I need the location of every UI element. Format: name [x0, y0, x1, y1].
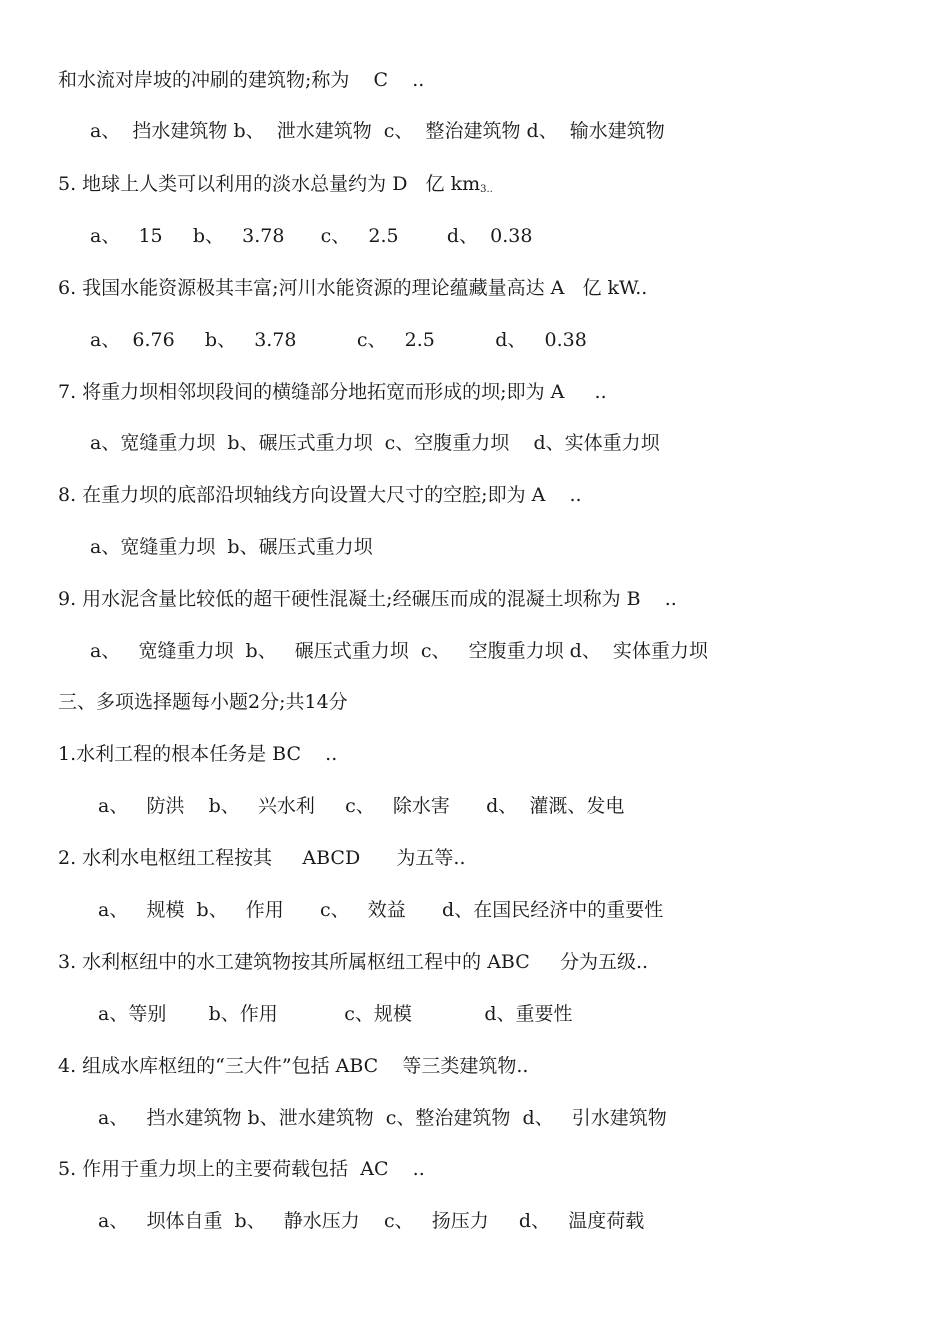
question-5-options: a、 15 b、 3.78 c、 2.5 d、 0.38 — [90, 225, 533, 247]
question-5-unit-superscript: 3.. — [480, 184, 493, 195]
multi-question-1-stem: 1.水利工程的根本任务是 BC .. — [58, 743, 338, 765]
question-8-stem: 8. 在重力坝的底部沿坝轴线方向设置大尺寸的空腔;即为 A .. — [58, 484, 582, 506]
multi-question-4-stem: 4. 组成水库枢纽的“三大件”包括 ABC 等三类建筑物.. — [58, 1055, 529, 1077]
multi-question-2-stem: 2. 水利水电枢纽工程按其 ABCD 为五等.. — [58, 847, 466, 869]
question-7-stem: 7. 将重力坝相邻坝段间的横缝部分地拓宽而形成的坝;即为 A .. — [58, 381, 607, 403]
question-5-stem — [58, 172, 493, 200]
question-6-options: a、 6.76 b、 3.78 c、 2.5 d、 0.38 — [90, 329, 587, 351]
question-9-stem: 9. 用水泥含量比较低的超干硬性混凝土;经碾压而成的混凝土坝称为 B .. — [58, 588, 677, 610]
multi-question-5-stem: 5. 作用于重力坝上的主要荷载包括 AC .. — [58, 1158, 425, 1180]
section-heading: 三、多项选择题每小题2分;共14分 — [58, 691, 348, 713]
multi-question-3-stem: 3. 水利枢纽中的水工建筑物按其所属枢纽工程中的 ABC 分为五级.. — [58, 951, 649, 973]
question-4-options: a、 挡水建筑物 b、 泄水建筑物 c、 整治建筑物 d、 输水建筑物 — [90, 120, 665, 142]
question-5-stem-text: 5. 地球上人类可以利用的淡水总量约为 D 亿 km — [58, 173, 481, 195]
multi-question-5-options: a、 坝体自重 b、 静水压力 c、 扬压力 d、 温度荷载 — [98, 1210, 645, 1232]
question-8-options: a、宽缝重力坝 b、碾压式重力坝 — [90, 536, 373, 558]
question-4-continuation: 和水流对岸坡的冲刷的建筑物;称为 C .. — [58, 69, 425, 91]
question-6-stem: 6. 我国水能资源极其丰富;河川水能资源的理论蕴藏量高达 A 亿 kW.. — [58, 277, 648, 299]
multi-question-3-options: a、等别 b、作用 c、规模 d、重要性 — [98, 1003, 573, 1025]
multi-question-1-options: a、 防洪 b、 兴水利 c、 除水害 d、 灌溉、发电 — [98, 795, 625, 817]
question-9-options: a、 宽缝重力坝 b、 碾压式重力坝 c、 空腹重力坝 d、 实体重力坝 — [90, 640, 708, 662]
multi-question-2-options: a、 规模 b、 作用 c、 效益 d、在国民经济中的重要性 — [98, 899, 664, 921]
question-7-options: a、宽缝重力坝 b、碾压式重力坝 c、空腹重力坝 d、实体重力坝 — [90, 432, 660, 454]
multi-question-4-options: a、 挡水建筑物 b、泄水建筑物 c、整治建筑物 d、 引水建筑物 — [98, 1107, 667, 1129]
